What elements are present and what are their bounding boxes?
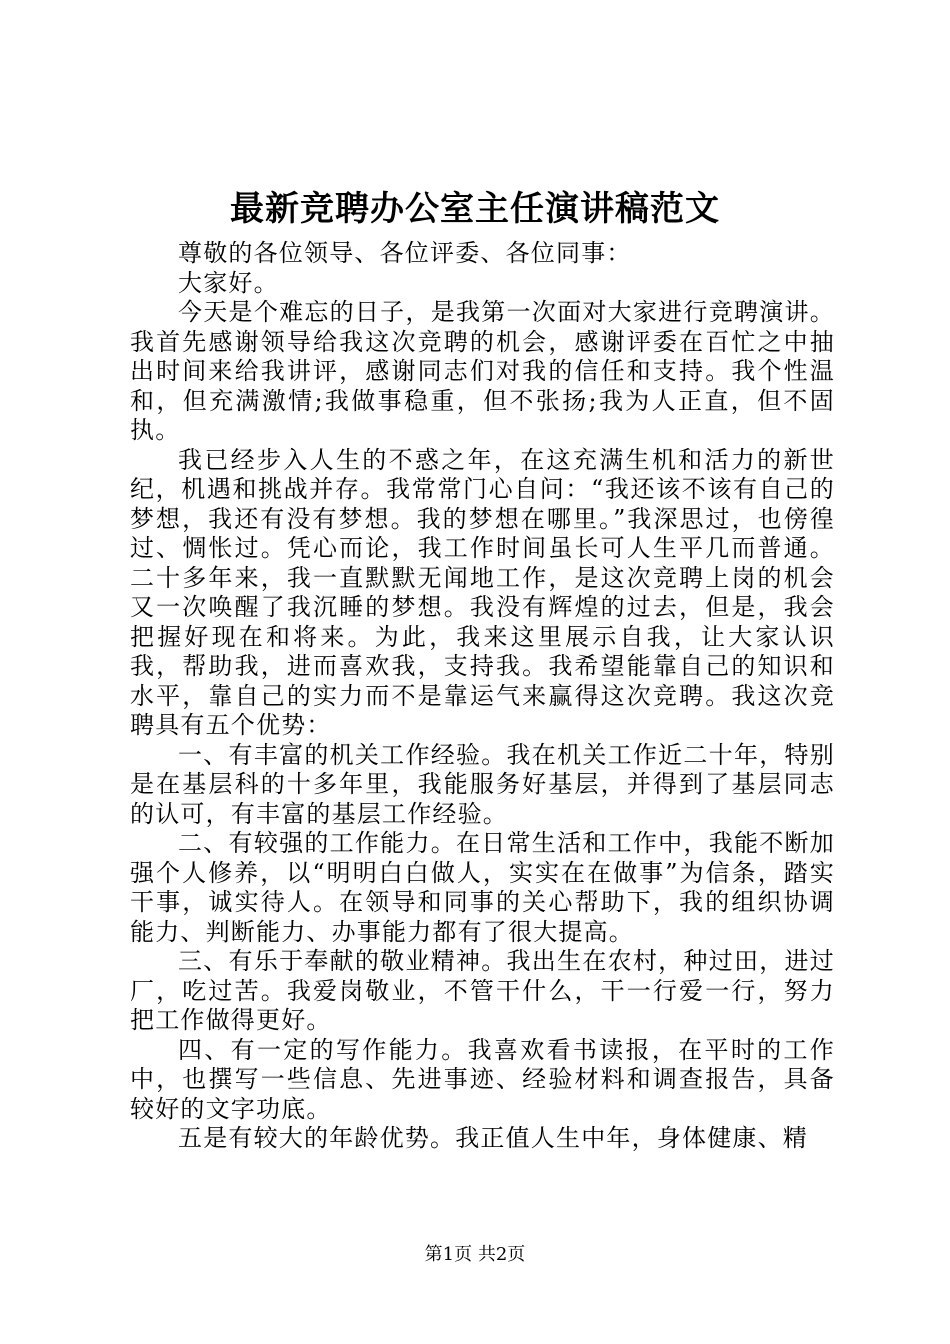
- paragraph-intro: 今天是个难忘的日子，是我第一次面对大家进行竞聘演讲。我首先感谢领导给我这次竞聘的机会，感谢评委在百忙之中抽出时间来给我讲评，感谢同志们对我的信任和支持。我个性温和，但充满激情;我做事稳重，但不张扬;我为人正直，但不固执。: [130, 298, 835, 444]
- salutation: 尊敬的各位领导、各位评委、各位同事：: [178, 239, 632, 267]
- paragraph-advantage-4: 四、有一定的写作能力。我喜欢看书读报，在平时的工作中，也撰写一些信息、先进事迹、经验材料和调查报告，具备较好的文字功底。: [130, 1035, 835, 1123]
- document-body: [130, 239, 835, 1154]
- paragraph-motivation: 我已经步入人生的不惑之年，在这充满生机和活力的新世纪，机遇和挑战并存。我常常门心自问：“我还该不该有自己的梦想，我还有没有梦想。我的梦想在哪里。”我深思过，也傍徨过、惆怅过。凭心而论，我工作时间虽长可人生平几而普通。二十多年来，我一直默默无闻地工作，是这次竞聘上岗的机会又一次唤醒了我沉睡的梦想。我没有辉煌的过去，但是，我会把握好现在和将来。为此，我来这里展示自我，让大家认识我，帮助我，进而喜欢我，支持我。我希望能靠自己的知识和水平，靠自己的实力而不是靠运气来赢得这次竞聘。我这次竞聘具有五个优势：: [130, 445, 835, 739]
- document-title: 最新竞聘办公室主任演讲稿范文: [230, 189, 720, 229]
- paragraph-advantage-5: 五是有较大的年龄优势。我正值人生中年，身体健康、精: [178, 1124, 808, 1152]
- paragraph-advantage-2: 二、有较强的工作能力。在日常生活和工作中，我能不断加强个人修养，以“明明白白做人，实实在在做事”为信条，踏实干事，诚实待人。在领导和同事的关心帮助下，我的组织协调能力、判断能力、办事能力都有了很大提高。: [130, 829, 835, 946]
- page-footer: 第1页 共2页: [424, 1244, 526, 1265]
- greeting: 大家好。: [178, 268, 279, 297]
- paragraph-advantage-1: 一、有丰富的机关工作经验。我在机关工作近二十年，特别是在基层科的十多年里，我能服务好基层，并得到了基层同志的认可，有丰富的基层工作经验。: [130, 740, 835, 828]
- paragraph-advantage-3: 三、有乐于奉献的敬业精神。我出生在农村，种过田，进过厂，吃过苦。我爱岗敬业，不管干什么，干一行爱一行，努力把工作做得更好。: [130, 947, 835, 1034]
